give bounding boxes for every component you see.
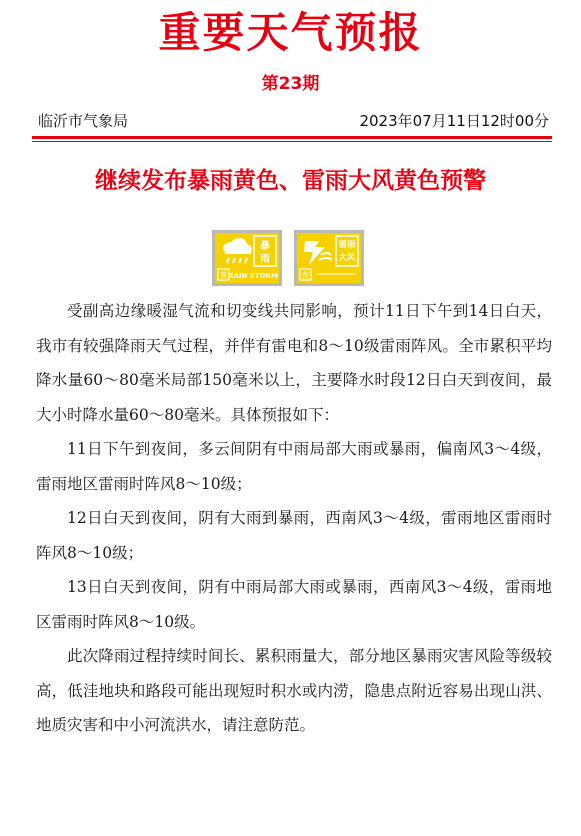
- signal-level-char: 黄: [219, 271, 228, 280]
- signal-name-char: 雨: [260, 254, 270, 265]
- rainstorm-yellow-signal-icon: [212, 230, 282, 286]
- paragraph-overview: 受副高边缘暖湿气流和切变线共同影响，预计11日下午到14日白天，我市有较强降雨天气过程，并伴有雷电和8～10级雷雨阵风。全市累积平均降水量60～80毫米局部150毫米以上，主要降水时段12日白天到夜间，最大小时降水量60～80毫米。具体预报如下：: [36, 302, 552, 424]
- masthead-title: 重要天气预报: [158, 8, 423, 57]
- issuer: 临沂市气象局: [38, 112, 129, 130]
- signal-name-chars: 大风: [338, 253, 356, 263]
- warning-signals: [212, 230, 364, 286]
- issue-datetime: 2023年07月11日12时00分: [359, 112, 549, 130]
- red-divider: [32, 136, 552, 139]
- signal-level-char: 黄: [301, 271, 310, 280]
- headline: 继续发布暴雨黄色、雷雨大风黄色预警: [95, 168, 486, 194]
- paragraph-day-13: 13日白天到夜间，阴有中雨局部大雨或暴雨，西南风3～4级，雷雨地区雷雨时阵风8～10级。: [36, 578, 552, 631]
- issue-number: 第23期: [261, 74, 320, 94]
- paragraph-day-12: 12日白天到夜间，阴有大雨到暴雨，西南风3～4级，雷雨地区雷雨时阵风8～10级；: [36, 509, 552, 562]
- signal-name-char: 暴: [260, 241, 270, 252]
- forecast-body: [36, 294, 552, 743]
- signal-name-chars: 雷雨: [338, 240, 356, 250]
- paragraph-day-11: 11日下午到夜间，多云间阴有中雨局部大雨或暴雨，偏南风3～4级，雷雨地区雷雨时阵风8～10级；: [36, 440, 552, 493]
- signal-label-en: RAIN STORM: [228, 272, 278, 280]
- thunderstorm-gale-yellow-signal-icon: [294, 230, 364, 286]
- red-divider-thin: [32, 141, 552, 142]
- paragraph-risk-advice: 此次降雨过程持续时间长、累积雨量大，部分地区暴雨灾害风险等级较高，低洼地块和路段可能出现短时积水或内涝，隐患点附近容易出现山洪、地质灾害和中小河流洪水，请注意防范。: [36, 647, 552, 734]
